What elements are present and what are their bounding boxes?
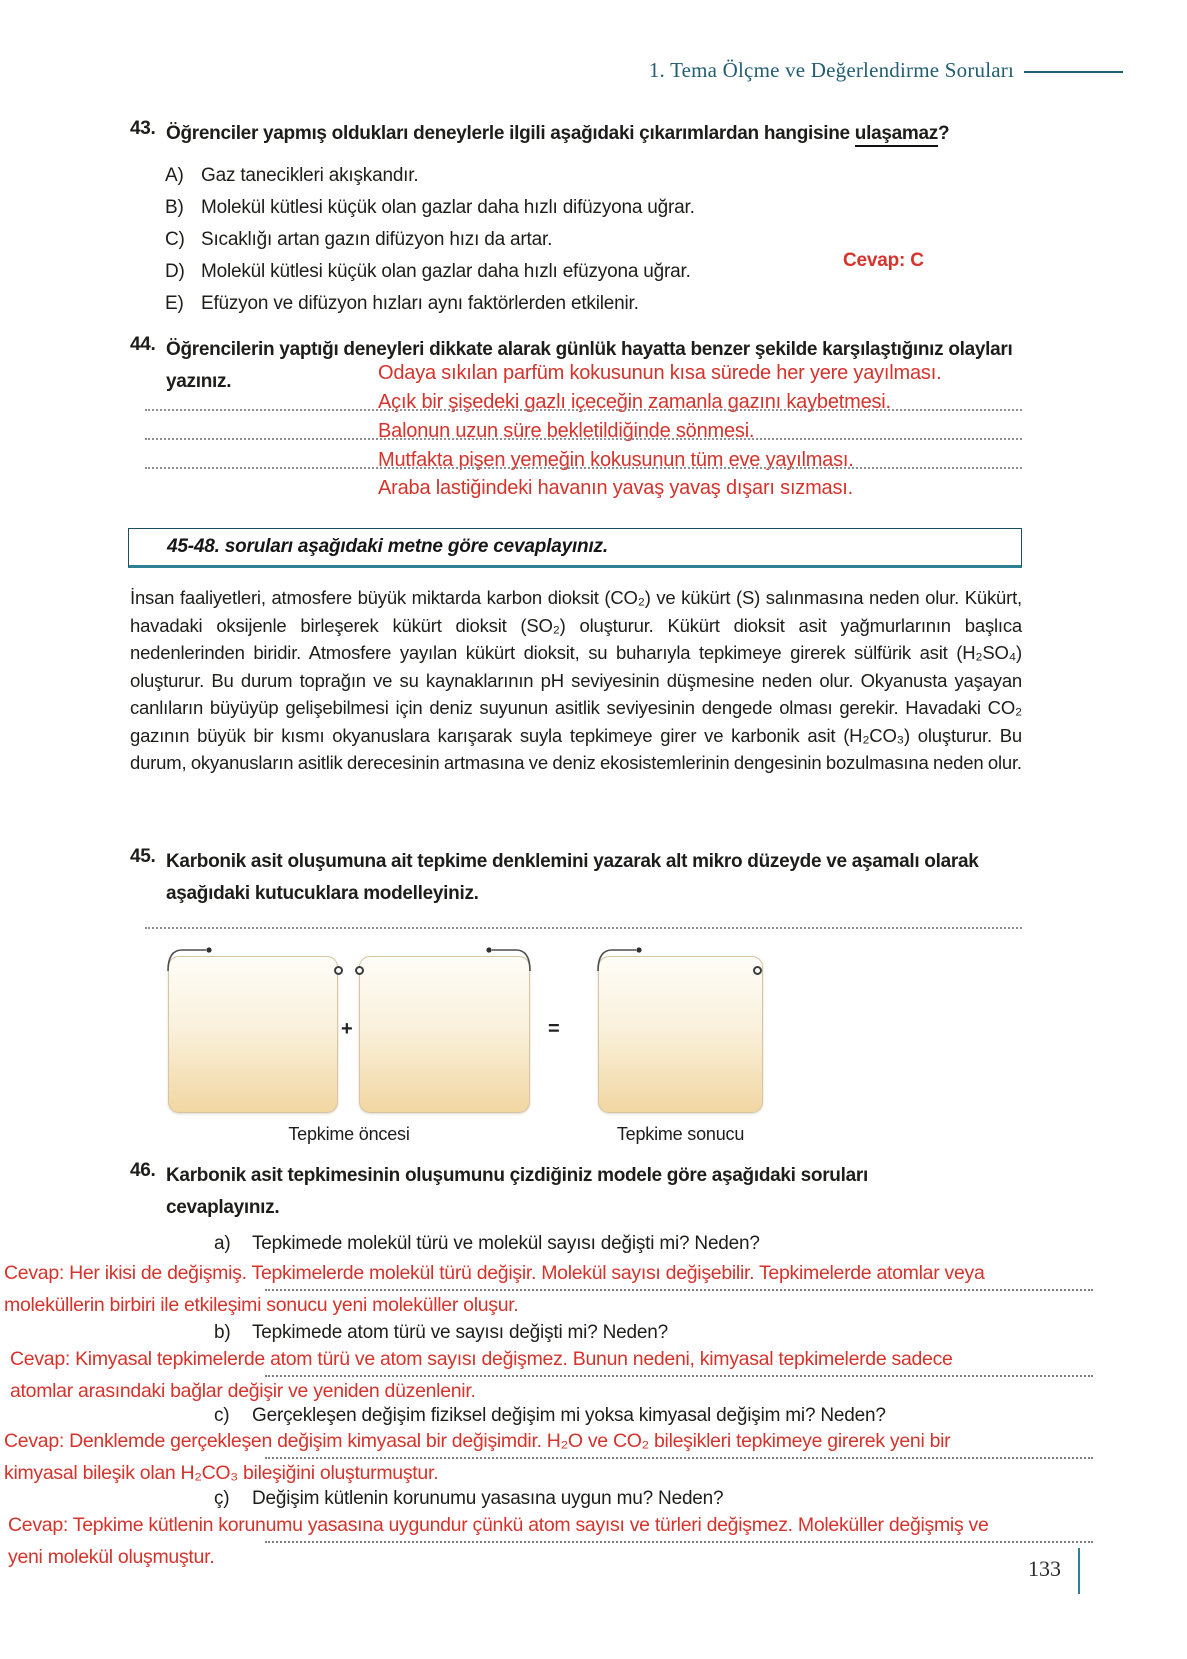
option-text: Molekül kütlesi küçük olan gazlar daha hızlı difüzyona uğrar.: [201, 197, 695, 218]
sub-question-letter: ç): [214, 1488, 230, 1509]
option-text: Gaz tanecikleri akışkandır.: [201, 165, 419, 186]
question-43-title-pre: Öğrenciler yapmış oldukları deneylerle ilgili aşağıdaki çıkarımlardan hangisine: [166, 123, 855, 144]
page-header: [649, 58, 1123, 83]
question-46-title: Karbonik asit tepkimesinin oluşumunu çizdiğiniz modele göre aşağıdaki soruları cevaplayınız.: [166, 1165, 868, 1218]
label-reaction-after: Tepkime sonucu: [616, 1124, 745, 1144]
equals-sign: =: [548, 1018, 560, 1040]
q46b-answer-line: Cevap: Kimyasal tepkimelerde atom türü ve atom sayısı değişmez. Bunun nedeni, kimyasal tepkimelerde sadece: [10, 1348, 953, 1370]
sub-question-text: Tepkimede molekül türü ve molekül sayısı değişti mi? Neden?: [252, 1233, 760, 1254]
writing-line: [145, 409, 1022, 411]
q46c-answer-line: Cevap: Denklemde gerçekleşen değişim kimyasal bir değişimdir. H₂O ve CO₂ bileşikleri tepkimeye girerek yeni bir: [4, 1430, 951, 1452]
writing-line: [265, 1289, 1093, 1291]
option-letter: D): [165, 261, 185, 282]
q46c2-answer-line: yeni molekül oluşmuştur.: [8, 1546, 215, 1568]
question-43-number: 43.: [130, 118, 156, 139]
corner-hook-icon: [166, 946, 214, 972]
option-text: Sıcaklığı artan gazın difüzyon hızı da artar.: [201, 229, 553, 250]
corner-hook-icon: [596, 946, 644, 972]
question-46-number: 46.: [130, 1160, 156, 1181]
q46a-answer-line: Cevap: Her ikisi de değişmiş. Tepkimelerde molekül türü değişir. Molekül sayısı değişebilir. Tepkimelerde atomlar veya: [4, 1262, 985, 1284]
option-text: Efüzyon ve difüzyon hızları aynı faktörlerden etkilenir.: [201, 293, 639, 314]
writing-line: [265, 1541, 1093, 1543]
header-rule-line: [1024, 71, 1123, 73]
question-45-number: 45.: [130, 846, 156, 867]
writing-line: [265, 1457, 1093, 1459]
option-letter: E): [165, 293, 184, 314]
option-row-b: [165, 192, 1025, 224]
writing-line: [145, 467, 1022, 469]
q46c2-answer-line: Cevap: Tepkime kütlenin korunumu yasasına uygundur çünkü atom sayısı ve türleri değişmez. Moleküller değişmiş ve: [8, 1514, 989, 1536]
sub-question-text: Tepkimede atom türü ve sayısı değişti mi? Neden?: [252, 1322, 668, 1343]
sub-question-c2: [214, 1488, 1034, 1510]
question-45-title: Karbonik asit oluşumuna ait tepkime denklemini yazarak alt mikro düzeyde ve aşamalı olarak aşağıdaki kutucuklara modelleyiniz.: [166, 851, 979, 904]
model-box-product: [598, 956, 763, 1113]
option-row-a: [165, 160, 1025, 192]
sub-question-letter: b): [214, 1322, 231, 1343]
pin-ring-icon: [334, 966, 343, 975]
q44-answer-line: Balonun uzun süre bekletildiğinde sönmesi.: [378, 420, 755, 442]
question-44-number: 44.: [130, 334, 156, 355]
writing-line: [145, 927, 1022, 929]
sub-question-b: [214, 1322, 1034, 1344]
question-43-options: [165, 160, 1025, 320]
q44-answer-line: Mutfakta pişen yemeğin kokusunun tüm eve yayılması.: [378, 449, 854, 471]
instruction-box-title: 45-48. soruları aşağıdaki metne göre cevaplayınız.: [167, 536, 608, 557]
pin-ring-icon: [753, 966, 762, 975]
q44-answer-line: Araba lastiğindeki havanın yavaş yavaş dışarı sızması.: [378, 477, 853, 499]
passage-text: İnsan faaliyetleri, atmosfere büyük miktarda karbon dioksit (CO₂) ve kükürt (S) salınmasına neden olur. Kükürt, havadaki oksijenle birleşerek kükürt dioksit (SO₂) oluşturur. Kükürt dioksit asit yağmurlarının başlıca nedenlerinden biridir. Atmosfere yayılan kükürt dioksit, su buharıyla tepkimeye girerek sülfürik asit (H₂SO₄) oluşturur. Bu durum toprağın ve su kaynaklarının pH seviyesinin düşmesine neden olur. Okyanusta yaşayan canlıların büyüyüp gelişebilmesi için deniz suyunun asitlik seviyesinin dengede olması gerekir. Havadaki CO₂ gazının büyük bir kısmı okyanuslara karışarak suyla tepkimeye girer ve karbonik asit (H₂CO₃) oluşturur. Bu durum, okyanusların asitlik derecesinin artmasına ve deniz ekosistemlerinin dengesinin bozulmasına neden olur.: [130, 587, 1022, 773]
instruction-box: [128, 528, 1022, 568]
sub-question-c: [214, 1405, 1034, 1427]
question-43-title-post: ?: [937, 123, 950, 144]
question-43-title: [166, 118, 949, 150]
sub-question-a: [214, 1233, 1034, 1255]
option-row-e: [165, 288, 1025, 320]
option-letter: C): [165, 229, 185, 250]
q46a-answer-line: moleküllerin birbiri ile etkileşimi sonucu yeni moleküller oluşur.: [4, 1294, 519, 1316]
question-45: [130, 846, 1035, 910]
option-letter: B): [165, 197, 184, 218]
model-box-reactant-2: [359, 956, 530, 1113]
corner-hook-icon: [484, 946, 532, 972]
sub-question-text: Gerçekleşen değişim fiziksel değişim mi yoksa kimyasal değişim mi? Neden?: [252, 1405, 886, 1426]
plus-sign: +: [341, 1018, 353, 1040]
header-title: 1. Tema Ölçme ve Değerlendirme Soruları: [648, 58, 1014, 82]
model-box-reactant-1: [168, 956, 338, 1113]
writing-line: [145, 438, 1022, 440]
writing-line: [265, 1375, 1093, 1377]
question-44-title: Öğrencilerin yaptığı deneyleri dikkate alarak günlük hayatta benzer şekilde karşılaştığınız olayları yazınız.: [166, 339, 1013, 392]
sub-question-letter: a): [214, 1233, 231, 1254]
sub-question-letter: c): [214, 1405, 230, 1426]
option-letter: A): [165, 165, 184, 186]
q46b-answer-line: atomlar arasındaki bağlar değişir ve yeniden düzenlenir.: [10, 1380, 476, 1402]
question-43: [130, 118, 1050, 150]
question-43-answer: Cevap: C: [843, 250, 924, 271]
q44-answer-line: Odaya sıkılan parfüm kokusunun kısa sürede her yere yayılması.: [378, 362, 942, 384]
label-reaction-before: Tepkime öncesi: [288, 1124, 410, 1144]
option-text: Molekül kütlesi küçük olan gazlar daha hızlı efüzyona uğrar.: [201, 261, 691, 282]
sub-question-text: Değişim kütlenin korunumu yasasına uygun mu? Neden?: [252, 1488, 724, 1509]
page-number: 133: [1028, 1556, 1061, 1581]
question-43-title-underlined: ulaşamaz: [855, 123, 938, 147]
pin-ring-icon: [355, 966, 364, 975]
q46c-answer-line: kimyasal bileşik olan H₂CO₃ bileşiğini oluşturmuştur.: [4, 1462, 439, 1484]
question-46: [130, 1160, 1035, 1224]
q44-answer-line: Açık bir şişedeki gazlı içeceğin zamanla gazını kaybetmesi.: [378, 391, 891, 413]
page-number-bar: [1078, 1548, 1080, 1594]
